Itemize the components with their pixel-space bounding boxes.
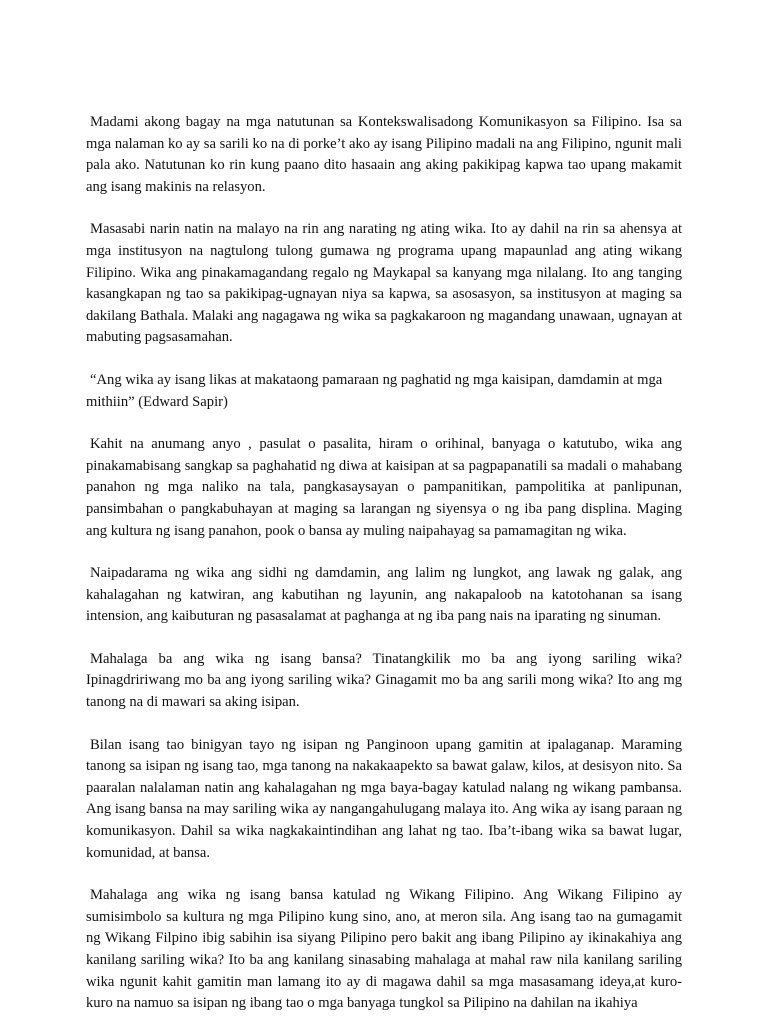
paragraph-5: Naipadarama ng wika ang sidhi ng damdamin, ang lalim ng lungkot, ang lawak ng galak, ang kahalagahan ng katwiran, ang kabutihan ng layunin, ang nakapaloob na katotohanan sa isang intension, ang kaibuturan ng pasasalamat at paghanga at ng iba pang nais na iparating ng sinuman. (86, 565, 682, 625)
paragraph-2: Masasabi narin natin na malayo na rin ang narating ng ating wika. Ito ay dahil na rin sa ahensya at mga institusyon na nagtulong tulong gumawa ng programa upang mapaunlad ang ating wikang Filipino. Wika ang pinakamagandang regalo ng Maykapal sa kanyang mga nilalang. Ito ang tanging kasangkapan ng tao sa pakikipag-ugnayan niya sa kapwa, sa asosasyon, sa institusyon at maging sa dakilang Bathala. Malaki ang nagagawa ng wika sa pagkakaroon ng magandang unawaan, ugnayan at mabuting pagsasamahan. (86, 221, 682, 346)
paragraph-7: Bilan isang tao binigyan tayo ng isipan ng Panginoon upang gamitin at ipalaganap. Maraming tanong sa isipan ng isang tao, mga tanong na nakakaapekto sa bawat galaw, kilos, at desisyon nito. Sa paaralan nalalaman natin ang kahalagahan ng mga baya-bagay katulad nalang ng wikang pambansa. Ang isang bansa na may sariling wika ay nangangahulugang malaya ito. Ang wika ay isang paraan ng komunikasyon. Dahil sa wika nagkakaintindihan ang lahat ng tao. Iba’t-ibang wika sa bawat lugar, komunidad, at bansa. (86, 736, 682, 861)
paragraph-1: Madami akong bagay na mga natutunan sa Kontekswalisadong Komunikasyon sa Filipino. Isa sa mga nalaman ko ay sa sarili ko na di porke’t ako ay isang Pilipino madali na ang Filipino, ngunit mali pala ako. Natutunan ko rin kung paano dito hasaain ang aking pakikipag kapwa tao upang makamit ang isang makinis na relasyon. (86, 114, 682, 195)
paragraph-8: Mahalaga ang wika ng isang bansa katulad ng Wikang Filipino. Ang Wikang Filipino ay sumisimbolo sa kultura ng mga Pilipino kung sino, ano, at meron sila. Ang isang tao na gumagamit ng Wikang Filpino ibig sabihin isa siyang Pilipino pero bakit ang ibang Pilipino ay ikinakahiya ang kanilang sariling wika? Ito ba ang kanilang sinasabing mahalaga at mahal raw nila kanilang sariling wika ngunit kahit gamitin man lamang ito ay di magawa dahil sa mga masasamang ideya,at kuro-kuro na namuo sa isipan ng ibang tao o mga banyaga tungkol sa Pilipino na dahilan na ikahiya (86, 887, 682, 1012)
paragraph-6: Mahalaga ba ang wika ng isang bansa? Tinatangkilik mo ba ang iyong sariling wika? Ipinagdririwang mo ba ang iyong sariling wika? Ginagamit mo ba ang sarili mong wika? Ito ang mg tanong na di mawari sa aking isipan. (86, 650, 682, 711)
quote-paragraph: “Ang wika ay isang likas at makataong pamaraan ng paghatid ng mga kaisipan, damdamin at mga mithiin” (Edward Sapir) (86, 371, 663, 410)
paragraph-4: Kahit na anumang anyo , pasulat o pasalita, hiram o orihinal, banyaga o katutubo, wika ang pinakamabisang sangkap sa paghahatid ng diwa at kaisipan at sa pagpapanatili sa madali o mahabang panahon ng mga naliko na tala, pangkasaysayan o pampanitikan, pampolitika at panlipunan, pansimbahan o pangkabuhayan at maging sa larangan ng siyensya o ng iba pang displina. Maging ang kultura ng isang panahon, pook o bansa ay muling naipahayag sa pamamagitan ng wika. (86, 436, 682, 539)
document-page (86, 112, 682, 1036)
